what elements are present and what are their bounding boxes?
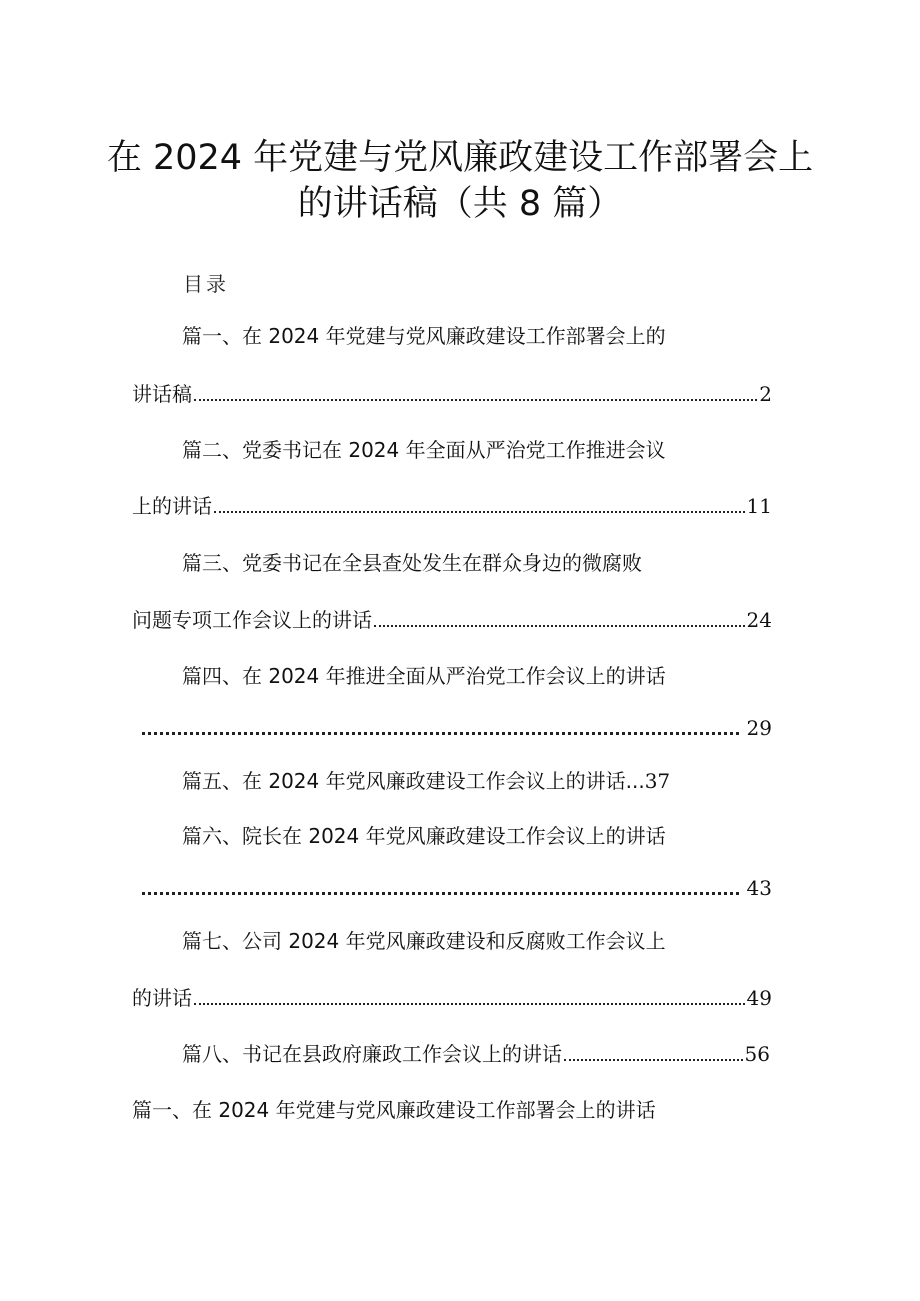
toc-item-6-leader[interactable] (132, 874, 772, 902)
toc-item-1-leader[interactable] (132, 380, 772, 408)
toc-item-3-line2: 问题专项工作会议上的讲话 (132, 608, 372, 632)
toc-item-8-label: 篇八、书记在县政府廉政工作会议上的讲话 (182, 1042, 562, 1066)
document-title-line2: 的讲话稿（共 8 篇） (297, 184, 623, 224)
toc-leader-dots (564, 1058, 743, 1061)
toc-item-3-leader[interactable] (132, 606, 772, 634)
toc-item-6-page: 43 (746, 876, 772, 900)
toc-leader-dots (194, 1002, 745, 1005)
toc-leader-dots (194, 398, 757, 401)
toc-leader-dots (374, 624, 745, 627)
toc-item-3-line1[interactable]: 篇三、党委书记在全县查处发生在群众身边的微腐败 (182, 551, 642, 575)
toc-item-5[interactable] (182, 767, 670, 795)
toc-item-1-line1[interactable]: 篇一、在 2024 年党建与党风廉政建设工作部署会上的 (182, 324, 666, 348)
toc-item-4-line1[interactable]: 篇四、在 2024 年推进全面从严治党工作会议上的讲话 (182, 664, 666, 688)
toc-item-7-line2: 的讲话 (132, 986, 192, 1010)
toc-item-2-line2: 上的讲话 (132, 494, 212, 518)
toc-item-6-line1[interactable]: 篇六、院长在 2024 年党风廉政建设工作会议上的讲话 (182, 824, 666, 848)
toc-item-4-leader[interactable] (132, 714, 772, 742)
toc-item-5-page: 37 (644, 769, 671, 793)
toc-item-4-page: 29 (746, 716, 772, 740)
toc-heading: 目录 (183, 272, 229, 296)
toc-leader-dots (214, 510, 745, 513)
document-title-line1: 在 2024 年党建与党风廉政建设工作部署会上 (106, 138, 814, 178)
toc-item-8[interactable] (182, 1040, 770, 1068)
toc-leader-dots (142, 891, 739, 895)
toc-item-1-line2: 讲话稿 (132, 382, 192, 406)
toc-item-8-page: 56 (744, 1042, 770, 1066)
toc-item-1-page: 2 (759, 382, 772, 406)
toc-item-7-leader[interactable] (132, 984, 772, 1012)
toc-item-7-page: 49 (746, 986, 772, 1010)
toc-leader-dots (142, 731, 739, 735)
toc-item-2-leader[interactable] (132, 492, 772, 520)
section-heading: 篇一、在 2024 年党建与党风廉政建设工作部署会上的讲话 (132, 1098, 656, 1122)
toc-item-7-line1[interactable]: 篇七、公司 2024 年党风廉政建设和反腐败工作会议上 (182, 929, 666, 953)
toc-item-2-page: 11 (746, 494, 772, 518)
toc-item-5-label: 篇五、在 2024 年党风廉政建设工作会议上的讲话 (182, 769, 626, 793)
toc-item-3-page: 24 (746, 608, 772, 632)
toc-leader-dots: ... (625, 769, 645, 793)
toc-item-2-line1[interactable]: 篇二、党委书记在 2024 年全面从严治党工作推进会议 (182, 438, 666, 462)
